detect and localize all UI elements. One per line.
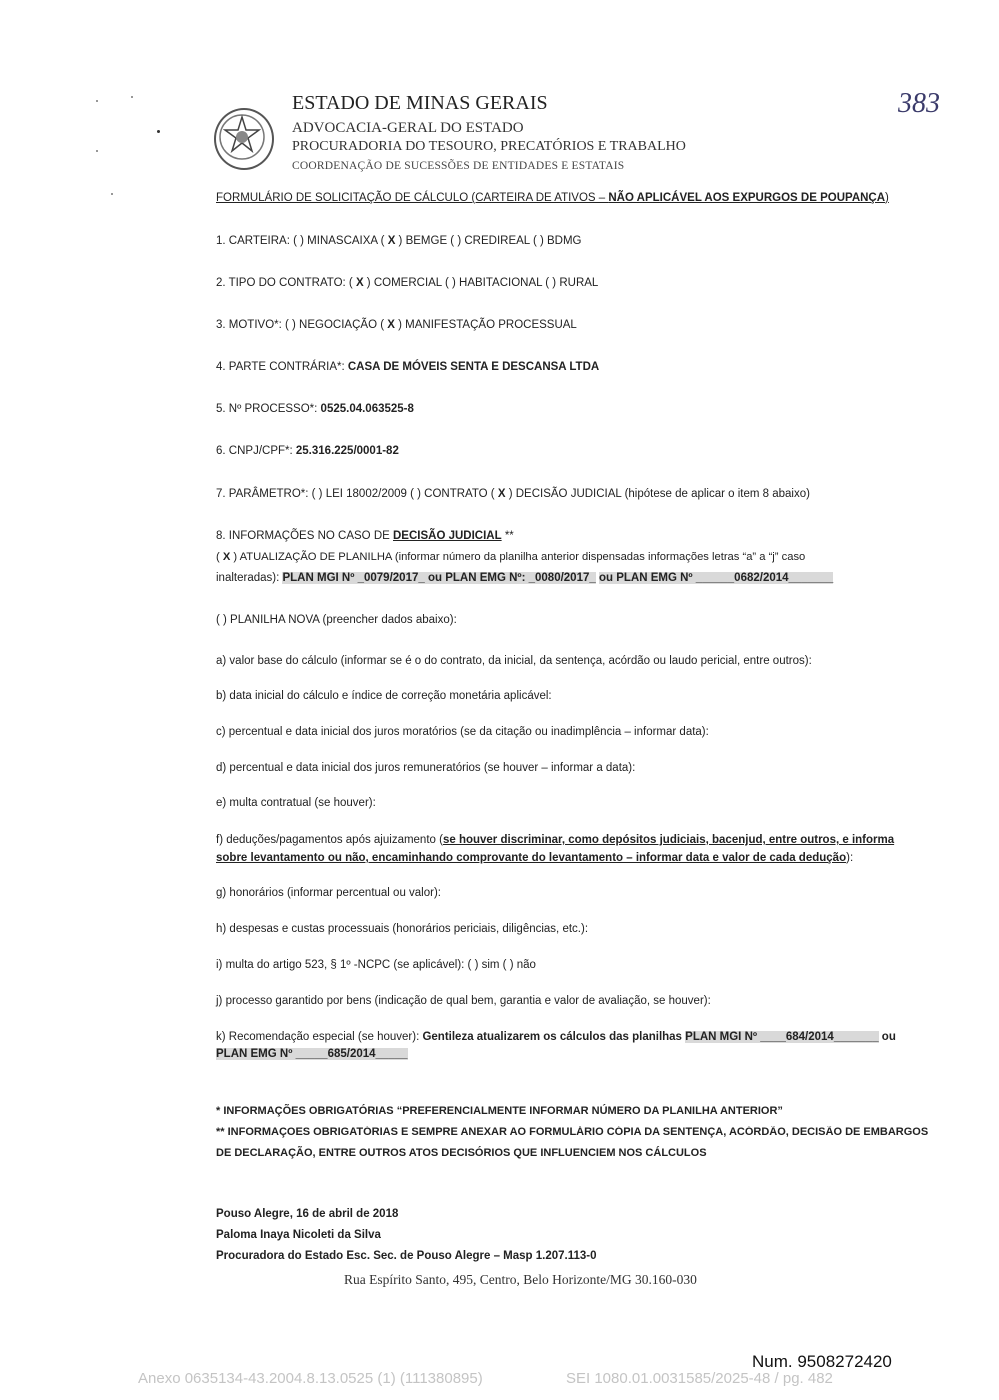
signer-role: Procuradora do Estado Esc. Sec. de Pouso Alegre – Masp 1.207.113-0 [216, 1250, 597, 1262]
plan-mgi-684-highlight: PLAN MGI Nº ____684/2014_______ [685, 1031, 879, 1043]
item-decisao-judicial: 8. INFORMAÇÕES NO CASO DE DECISÃO JUDICIAL ** [216, 530, 514, 542]
scan-speck [111, 193, 113, 195]
subitem-h: h) despesas e custas processuais (honorários periciais, diligências, etc.): [216, 923, 589, 935]
document-number: Num. 9508272420 [752, 1352, 892, 1371]
annex-reference: Anexo 0635134-43.2004.8.13.0525 (1) (111380895) [138, 1370, 483, 1387]
subitem-g: g) honorários (informar percentual ou valor): [216, 887, 441, 899]
note-mandatory-2: ** INFORMAÇOES OBRIGATÓRIAS E SEMPRE ANEXAR AO FORMULÁRIO CÓPIA DA SENTENÇA, ACÓRDÃO, DECISÃO DE EMBARGOS [216, 1126, 929, 1138]
scan-speck [96, 100, 98, 102]
sei-reference: SEI 1080.01.0031585/2025-48 / pg. 482 [566, 1370, 833, 1387]
subitem-k-line1: k) Recomendação especial (se houver): Gentileza atualizarem os cálculos das planilhas PLAN MGI Nº ____684/2014_______ ou [216, 1031, 896, 1043]
subitem-k-line2 [216, 1048, 408, 1060]
item-planilha-nova: ( ) PLANILHA NOVA (preencher dados abaixo): [216, 614, 457, 626]
coordination-name: COORDENAÇÃO DE SUCESSÕES DE ENTIDADES E ESTATAIS [292, 160, 625, 172]
item-processo: 5. Nº PROCESSO*: 0525.04.063525-8 [216, 403, 414, 415]
note-mandatory-1: * INFORMAÇÕES OBRIGATÓRIAS “PREFERENCIALMENTE INFORMAR NÚMERO DA PLANILHA ANTERIOR” [216, 1105, 783, 1117]
subitem-c: c) percentual e data inicial dos juros moratórios (se da citação ou inadimplência – informar data): [216, 726, 709, 738]
agency-name: ADVOCACIA-GERAL DO ESTADO [292, 120, 524, 136]
place-date: Pouso Alegre, 16 de abril de 2018 [216, 1208, 399, 1220]
subitem-d: d) percentual e data inicial dos juros remuneratórios (se houver – informar a data): [216, 762, 636, 774]
note-mandatory-3: DE DECLARAÇÃO, ENTRE OUTROS ATOS DECISÓRIOS QUE INFLUENCIEM NOS CÁLCULOS [216, 1147, 707, 1159]
item-carteira: 1. CARTEIRA: ( ) MINASCAIXA ( X ) BEMGE ( ) CREDIREAL ( ) BDMG [216, 235, 582, 247]
scan-speck [96, 150, 98, 152]
coat-of-arms-emblem [214, 108, 274, 170]
item-cnpj: 6. CNPJ/CPF*: 25.316.225/0001-82 [216, 445, 399, 457]
subitem-f-line1: f) deduções/pagamentos após ajuizamento (se houver discriminar, como depósitos judiciais, bacenjud, entre outros, e informa [216, 834, 895, 846]
item-parametro: 7. PARÂMETRO*: ( ) LEI 18002/2009 ( ) CONTRATO ( X ) DECISÃO JUDICIAL (hipótese de aplicar o item 8 abaixo) [216, 488, 810, 500]
subitem-b: b) data inicial do cálculo e índice de correção monetária aplicável: [216, 690, 552, 702]
subitem-i: i) multa do artigo 523, § 1º -NCPC (se aplicável): ( ) sim ( ) não [216, 959, 536, 971]
subitem-j: j) processo garantido por bens (indicação de qual bem, garantia e valor de avaliação, se houver): [216, 995, 711, 1007]
subitem-e: e) multa contratual (se houver): [216, 797, 376, 809]
item-tipo-contrato: 2. TIPO DO CONTRATO: ( X ) COMERCIAL ( ) HABITACIONAL ( ) RURAL [216, 277, 599, 289]
subitem-f-line2: sobre levantamento ou não, encaminhando comprovante do levantamento – informar data e valor de cada dedução): [216, 852, 854, 864]
plan-emg-highlight: ou PLAN EMG Nº ______0682/2014_______ [598, 572, 834, 584]
state-title: ESTADO DE MINAS GERAIS [292, 92, 548, 114]
item-motivo: 3. MOTIVO*: ( ) NEGOCIAÇÃO ( X ) MANIFESTAÇÃO PROCESSUAL [216, 319, 577, 331]
item-atualizacao-planilha: ( X ) ATUALIZAÇÃO DE PLANILHA (informar número da planilha anterior dispensadas informações letras “a” a “j” caso [216, 551, 806, 563]
department-name: PROCURADORIA DO TESOURO, PRECATÓRIOS E TRABALHO [292, 139, 686, 154]
plan-emg-685-highlight: PLAN EMG Nº _____685/2014_____ [216, 1048, 408, 1060]
form-title: FORMULÁRIO DE SOLICITAÇÃO DE CÁLCULO (CARTEIRA DE ATIVOS – NÃO APLICÁVEL AOS EXPURGOS DE POUPANÇA) [216, 192, 889, 204]
plan-mgi-emg-highlight: PLAN MGI Nº _0079/2017_ ou PLAN EMG Nº: _0080/2017_ [282, 572, 596, 584]
item-planilhas-anteriores: inalteradas): PLAN MGI Nº _0079/2017_ ou PLAN EMG Nº: _0080/2017_ ou PLAN EMG Nº ______0682/2014_______ [216, 572, 834, 584]
signer-name: Paloma Inaya Nicoleti da Silva [216, 1229, 381, 1241]
item-parte-contraria: 4. PARTE CONTRÁRIA*: CASA DE MÓVEIS SENTA E DESCANSA LTDA [216, 361, 600, 373]
address: Rua Espírito Santo, 495, Centro, Belo Horizonte/MG 30.160-030 [344, 1272, 697, 1287]
handwritten-page-number: 383 [898, 88, 940, 119]
scan-speck [131, 96, 133, 98]
subitem-a: a) valor base do cálculo (informar se é o do contrato, da inicial, da sentença, acórdão ou laudo pericial, entre outros): [216, 655, 812, 667]
scan-speck [157, 130, 160, 133]
